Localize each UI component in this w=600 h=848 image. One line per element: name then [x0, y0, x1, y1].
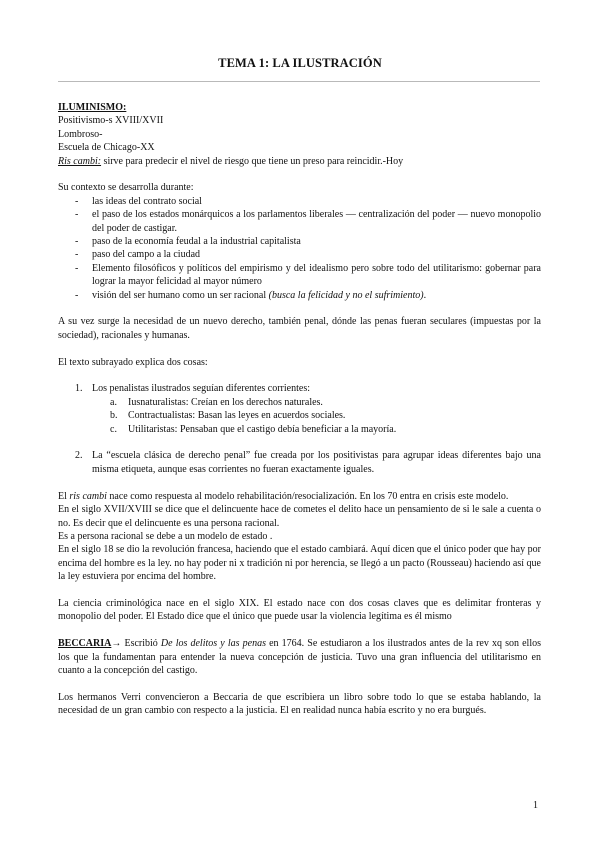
document-title: TEMA 1: LA ILUSTRACIÓN	[218, 56, 382, 70]
page-number: 1	[533, 800, 538, 811]
list-item: - las ideas del contrato social	[92, 195, 541, 208]
ris-cambi-term: Ris cambi:	[58, 155, 102, 167]
contexto-list	[58, 195, 541, 302]
document-body	[58, 101, 541, 718]
list-item: b. Contractualistas: Basan las leyes en acuerdos sociales.	[110, 410, 346, 422]
section-heading-iluminismo: ILUMINISMO:	[58, 102, 127, 113]
paragraph-derecho: A su vez surge la necesidad de un nuevo derecho, también penal, dónde las penas fueran seculares (impuestas por la sociedad), racionales y humanas.	[58, 316, 541, 341]
beccaria-label: BECCARIA	[58, 638, 112, 650]
paragraph-verri: Los hermanos Verri convencieron a Beccaria de que escribiera un libro sobre todo lo que se estaba hablando, la necesidad de un gran cambio con respecto a la justicia. El en realidad nunca había escrito y no era burgués.	[58, 691, 541, 717]
list-item: c. Utilitaristas: Pensaban que el castigo debía beneficiar a la mayoría.	[110, 423, 397, 435]
intro-line: Escuela de Chicago-XX	[58, 142, 155, 154]
paragraph-beccaria: BECCARIA→ Escribió De los delitos y las penas en 1764. Se estudiaron a los ilustrados antes de la rev xq son ellos los que la fundamentan para entender la nueva concepción de justicia. Tuvo una gran influencia del utilitarismo en cuanto a la concepción del castigo.	[58, 638, 542, 676]
list-item: - Elemento filosóficos y políticos del empirismo y del idealismo pero sobre todo del utilitarismo: gobernar para lograr la mayor felicidad al mayor número	[92, 262, 541, 289]
paragraph-ciencia: La ciencia criminológica nace en el siglo XIX. El estado nace con dos cosas claves que es delimitar fronteras y monopolio del poder. El Estado dice que el único que puede usar la violencia legítima es él mismo	[58, 597, 541, 623]
beccaria-book-title: De los delitos y las penas	[160, 638, 266, 650]
intro-line: Lombroso-	[58, 128, 103, 140]
paragraph-racional: Es a persona racional se debe a un modelo de estado .	[58, 530, 273, 542]
paragraph-subrayado: El texto subrayado explica dos cosas:	[58, 356, 208, 368]
paragraph-ris-cambi: El ris cambi nace como respuesta al modelo rehabilitación/resocialización. En los 70 entra en crisis este modelo.	[58, 490, 509, 502]
list-item: 1. Los penalistas ilustrados seguían diferentes corrientes: a. Iusnaturalistas: Creían en los derechos naturales. b. Contractualistas: Basan las leyes en acuerdos sociales. c. Utilitaristas: Pensaban que el castigo debía beneficiar a la mayoría.	[92, 382, 541, 436]
sub-list	[92, 396, 541, 436]
paragraph-siglo-xvii: En el siglo XVII/XVIII se dice que el delincuente hace de cometes el delito hace un pensamiento de si le sale a cuenta o no. Es decir que el delincuente es una persona racional.	[58, 504, 541, 529]
list-item: - el paso de los estados monárquicos a los parlamentos liberales — centralización del poder — nuevo monopolio del poder de castigar.	[92, 208, 541, 235]
intro-line: Positivismo-s XVIII/XVII	[58, 115, 164, 127]
numbered-list	[58, 382, 541, 476]
ris-cambi-text: sirve para predecir el nivel de riesgo que tiene un preso para reincidir.-Hoy	[101, 155, 404, 167]
list-item: a. Iusnaturalistas: Creían en los derechos naturales.	[110, 396, 323, 408]
paragraph-siglo-18: En el siglo 18 se dio la revolución francesa, haciendo que el estado cambiará. Aquí dicen que el único poder que hay por encima del hombre es la ley. no hay poder ni x tradición ni por herencia, se llegó a un pacto (Rousseau) haciendo así que la ley estuviera por encima del hombre.	[58, 544, 541, 583]
list-item: 2. La “escuela clásica de derecho penal” fue creada por los positivistas para agrupar ideas diferentes bajo una misma etiqueta, aunque esas corrientes no fueran exactamente iguales.	[75, 450, 541, 475]
ris-cambi-definition	[58, 155, 541, 168]
list-item: - visión del ser humano como un ser racional (busca la felicidad y no el sufrimiento).	[92, 289, 541, 302]
list-item: - paso de la economía feudal a la industrial capitalista	[92, 235, 541, 248]
contexto-intro: Su contexto se desarrolla durante:	[58, 182, 194, 194]
list-item: - paso del campo a la ciudad	[92, 248, 541, 261]
title-divider	[58, 81, 540, 82]
